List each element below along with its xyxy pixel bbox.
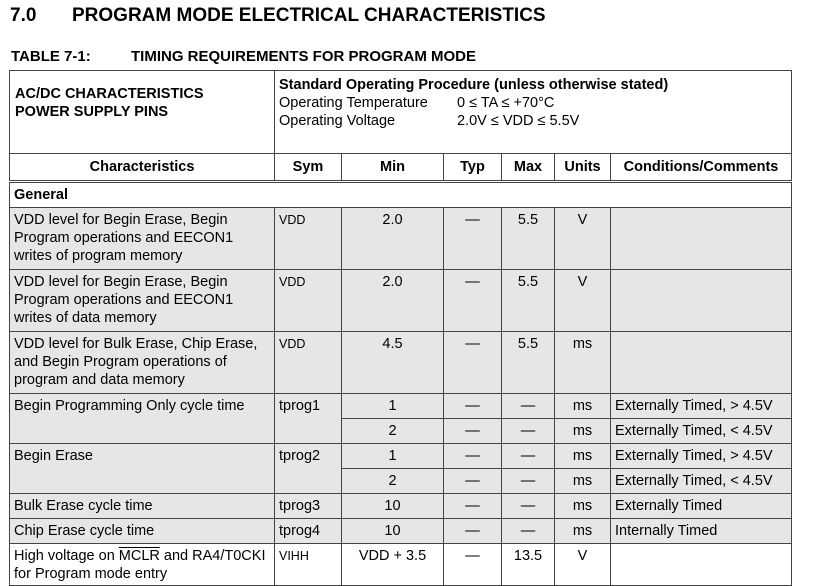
col-min: Min — [342, 154, 444, 182]
cell-max: 5.5 — [502, 270, 555, 332]
cell-units: V — [555, 270, 611, 332]
col-characteristics: Characteristics — [10, 154, 275, 182]
cell-typ: — — [444, 544, 502, 586]
section-heading — [10, 5, 546, 27]
acdc-line2: POWER SUPPLY PINS — [15, 104, 169, 120]
cell-conditions: Externally Timed, > 4.5V — [611, 394, 792, 419]
cell-min: 10 — [342, 494, 444, 519]
mclr-overline: MCLR — [118, 548, 160, 564]
cell-typ: — — [444, 208, 502, 270]
table-row — [10, 394, 792, 419]
cell-sym: VDD — [275, 332, 342, 394]
table-row — [10, 544, 792, 586]
cell-min: 10 — [342, 519, 444, 544]
cell-sym: VIHH — [275, 544, 342, 586]
cell-max: 5.5 — [502, 332, 555, 394]
acdc-line1: AC/DC CHARACTERISTICS — [15, 86, 204, 102]
cell-typ: — — [444, 419, 502, 444]
table-label: TABLE 7-1: — [11, 48, 91, 65]
cell-units: ms — [555, 394, 611, 419]
cell-typ: — — [444, 519, 502, 544]
cell-units: ms — [555, 444, 611, 469]
cell-units: ms — [555, 332, 611, 394]
cell-min: 2 — [342, 469, 444, 494]
char-text-pre: High voltage on — [14, 548, 119, 564]
cell-conditions: Externally Timed, < 4.5V — [611, 419, 792, 444]
cell-conditions — [611, 332, 792, 394]
cell-min: VDD + 3.5 — [342, 544, 444, 586]
col-typ: Typ — [444, 154, 502, 182]
cell-typ: — — [444, 394, 502, 419]
cell-conditions — [611, 544, 792, 586]
cell-units: ms — [555, 419, 611, 444]
cell-max: — — [502, 394, 555, 419]
cell-units: ms — [555, 494, 611, 519]
cell-typ: — — [444, 494, 502, 519]
cell-min: 2 — [342, 419, 444, 444]
cell-typ: — — [444, 444, 502, 469]
cell-max: — — [502, 469, 555, 494]
col-conditions: Conditions/Comments — [611, 154, 792, 182]
cell-max: — — [502, 419, 555, 444]
cell-sym: tprog2 — [275, 444, 342, 494]
sop-title: Standard Operating Procedure (unless otherwise stated) — [279, 77, 669, 93]
table-header-conditions — [10, 71, 792, 154]
cell-conditions: Externally Timed — [611, 494, 792, 519]
cell-min: 1 — [342, 444, 444, 469]
cell-conditions — [611, 208, 792, 270]
cell-characteristic: Begin Programming Only cycle time — [10, 394, 275, 444]
col-units: Units — [555, 154, 611, 182]
cell-characteristic: VDD level for Begin Erase, Begin Program operations and EECON1 writes of data memory — [10, 270, 275, 332]
acdc-characteristics-cell — [10, 71, 275, 154]
section-title: PROGRAM MODE ELECTRICAL CHARACTERISTICS — [72, 5, 546, 26]
cell-units: V — [555, 544, 611, 586]
cell-conditions: Externally Timed, < 4.5V — [611, 469, 792, 494]
cell-max: — — [502, 444, 555, 469]
cell-min: 2.0 — [342, 208, 444, 270]
col-max: Max — [502, 154, 555, 182]
cell-conditions: Internally Timed — [611, 519, 792, 544]
cell-characteristic: Chip Erase cycle time — [10, 519, 275, 544]
cell-min: 2.0 — [342, 270, 444, 332]
column-header-row — [10, 154, 792, 182]
cell-sym: VDD — [275, 208, 342, 270]
operating-voltage-label: Operating Voltage — [279, 113, 396, 129]
cell-units: V — [555, 208, 611, 270]
cell-sym: tprog1 — [275, 394, 342, 444]
cell-typ: — — [444, 469, 502, 494]
cell-typ: — — [444, 270, 502, 332]
section-number: 7.0 — [10, 5, 37, 26]
cell-characteristic — [10, 544, 275, 586]
cell-units: ms — [555, 519, 611, 544]
table-title: TIMING REQUIREMENTS FOR PROGRAM MODE — [131, 48, 476, 65]
char-text-post: and RA4/T0CKI for Program mode entry — [14, 548, 266, 582]
cell-min: 4.5 — [342, 332, 444, 394]
operating-temperature-label: Operating Temperature — [279, 95, 428, 111]
group-row-general — [10, 182, 792, 208]
cell-characteristic: Begin Erase — [10, 444, 275, 494]
table-caption — [11, 48, 476, 65]
cell-units: ms — [555, 469, 611, 494]
table-row — [10, 270, 792, 332]
operating-voltage-value: 2.0V ≤ VDD ≤ 5.5V — [457, 113, 580, 129]
cell-sym: tprog4 — [275, 519, 342, 544]
group-label-general: General — [10, 182, 792, 208]
cell-max: — — [502, 519, 555, 544]
table-row — [10, 208, 792, 270]
cell-sym: tprog3 — [275, 494, 342, 519]
operating-temperature-value: 0 ≤ TA ≤ +70°C — [457, 95, 555, 111]
cell-typ: — — [444, 332, 502, 394]
cell-max: 5.5 — [502, 208, 555, 270]
table-row — [10, 494, 792, 519]
table-row — [10, 332, 792, 394]
col-sym: Sym — [275, 154, 342, 182]
timing-table — [9, 70, 792, 586]
cell-characteristic: VDD level for Begin Erase, Begin Program operations and EECON1 writes of program memory — [10, 208, 275, 270]
cell-sym: VDD — [275, 270, 342, 332]
cell-characteristic: Bulk Erase cycle time — [10, 494, 275, 519]
cell-characteristic: VDD level for Bulk Erase, Chip Erase, and Begin Program operations of program and data memory — [10, 332, 275, 394]
table-row — [10, 444, 792, 469]
cell-max: — — [502, 494, 555, 519]
cell-conditions: Externally Timed, > 4.5V — [611, 444, 792, 469]
table-row — [10, 519, 792, 544]
cell-min: 1 — [342, 394, 444, 419]
standard-operating-procedure-cell — [275, 71, 792, 154]
cell-conditions — [611, 270, 792, 332]
cell-max: 13.5 — [502, 544, 555, 586]
